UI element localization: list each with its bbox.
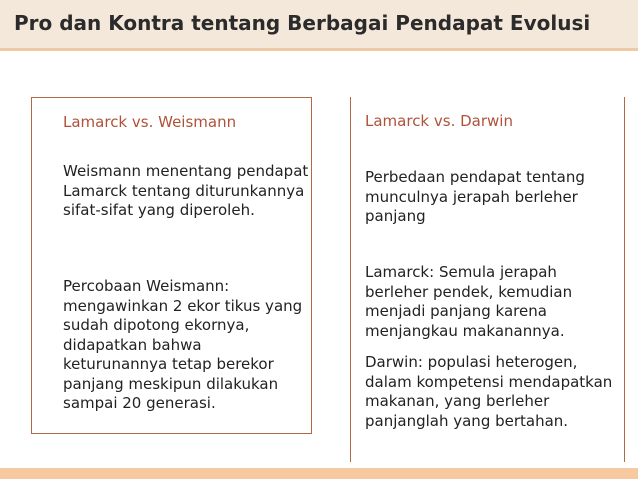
bottom-accent-bar — [0, 468, 638, 479]
title-bar — [0, 0, 638, 51]
right-paragraph-1: Perbedaan pendapat tentang munculnya jerapah berleher panjang — [365, 168, 585, 225]
left-paragraph-1: Weismann menentang pendapat Lamarck tentang diturunkannya sifat-sifat yang diperoleh. — [63, 162, 309, 219]
right-column-box — [350, 97, 625, 462]
left-column-box — [31, 97, 312, 434]
right-column-heading: Lamarck vs. Darwin — [365, 112, 513, 130]
left-column-heading: Lamarck vs. Weismann — [63, 113, 237, 131]
right-paragraph-2: Lamarck: Semula jerapah berleher pendek, kemudian menjadi panjang karena menjangkau makanannya. — [365, 263, 573, 340]
left-paragraph-2: Percobaan Weismann: mengawinkan 2 ekor tikus yang sudah dipotong ekornya, didapatkan bahwa keturunannya tetap berekor panjang meskipun dilakukan sampai 20 generasi. — [63, 277, 303, 412]
right-paragraph-3: Darwin: populasi heterogen, dalam kompetensi mendapatkan makanan, yang berleher panjanglah yang bertahan. — [365, 353, 613, 430]
slide-title: Pro dan Kontra tentang Berbagai Pendapat Evolusi — [14, 11, 591, 35]
